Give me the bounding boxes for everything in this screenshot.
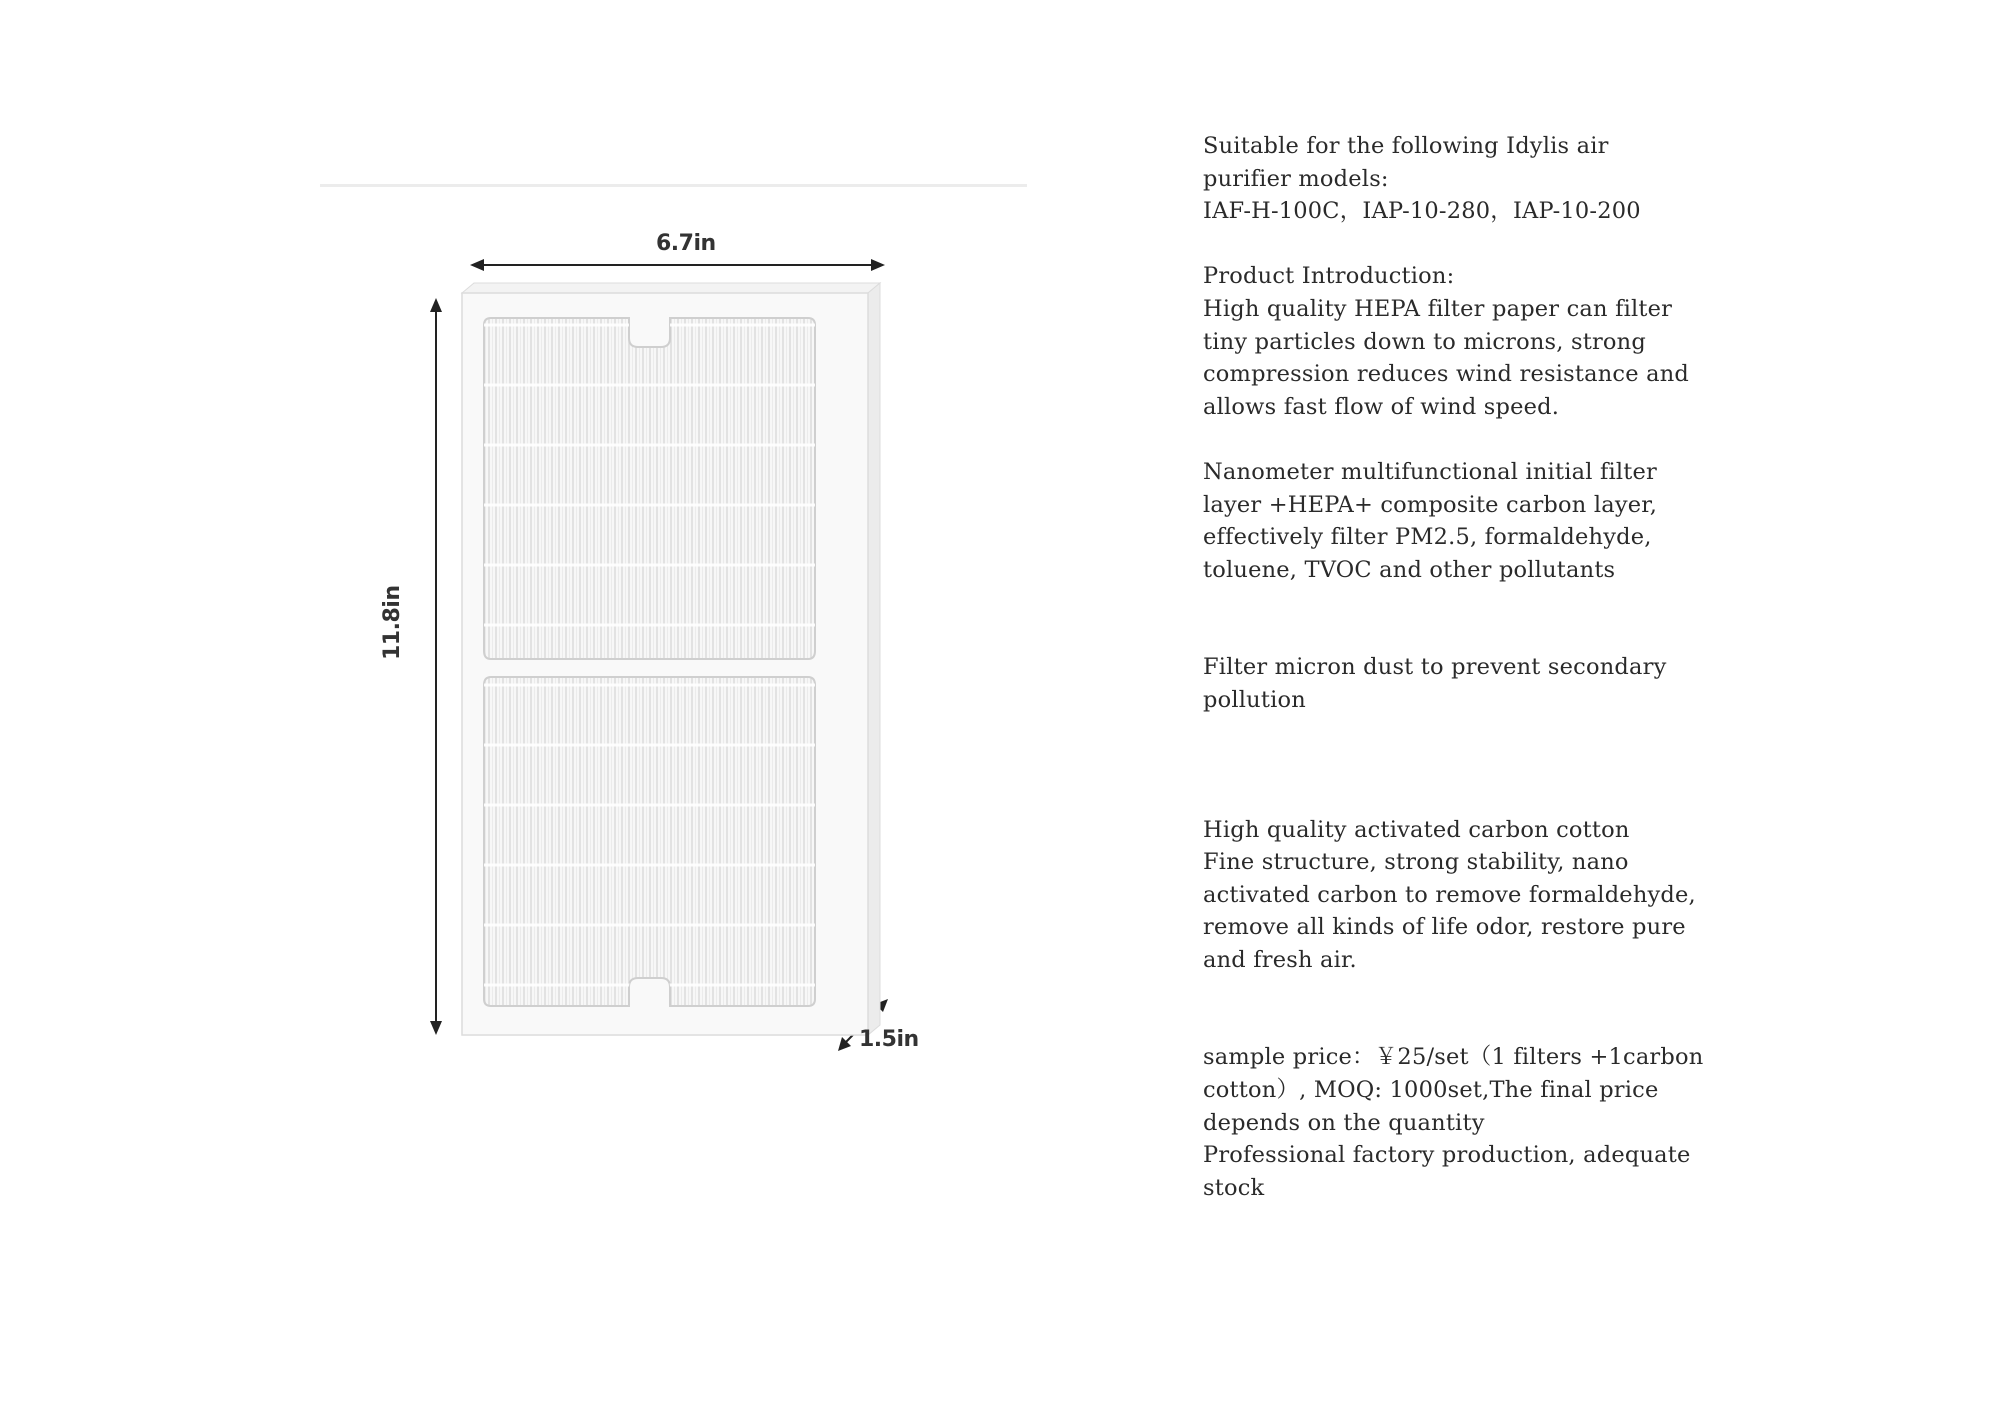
depth-label: 1.5in (859, 1027, 919, 1052)
intro-body: High quality HEPA filter paper can filter tiny particles down to microns, strong compression reduces wind resistance and allows fast flow of wind speed. (1203, 295, 1690, 420)
product-figure (320, 175, 1040, 1095)
product-description (1203, 130, 1823, 1204)
height-arrow (430, 298, 442, 1035)
spacer (1203, 976, 1823, 1041)
upper-filter-panel (484, 318, 815, 659)
spacer (1203, 717, 1823, 814)
nano-layer-text: Nanometer multifunctional initial filter layer +HEPA+ composite carbon layer, effectively filter PM2.5, formaldehyde, toluene, TVOC and other pollutants (1203, 458, 1658, 583)
carbon-cotton-text: High quality activated carbon cotton Fine structure, strong stability, nano activated carbon to remove formaldehyde, remove all kinds of life odor, restore pure and fresh air. (1203, 816, 1696, 973)
spacer (1203, 423, 1823, 456)
lower-filter-panel (484, 677, 815, 1006)
filter-drawing (320, 175, 1040, 1095)
compatible-models: Suitable for the following Idylis air purifier models: IAF-H-100C，IAP-10-280，IAP-10-200 (1203, 133, 1641, 225)
width-arrow (470, 259, 885, 271)
intro-heading: Product Introduction: (1203, 263, 1455, 290)
spacer (1203, 586, 1823, 651)
price-text: sample price：￥25/set（1 filters +1carbon cotton）, MOQ: 1000set,The final price depends on the quantity Professional factory production, adequate stock (1203, 1044, 1704, 1201)
micron-dust-text: Filter micron dust to prevent secondary pollution (1203, 654, 1667, 713)
spacer (1203, 228, 1823, 261)
width-label: 6.7in (656, 231, 716, 256)
height-label: 11.8in (380, 585, 405, 660)
